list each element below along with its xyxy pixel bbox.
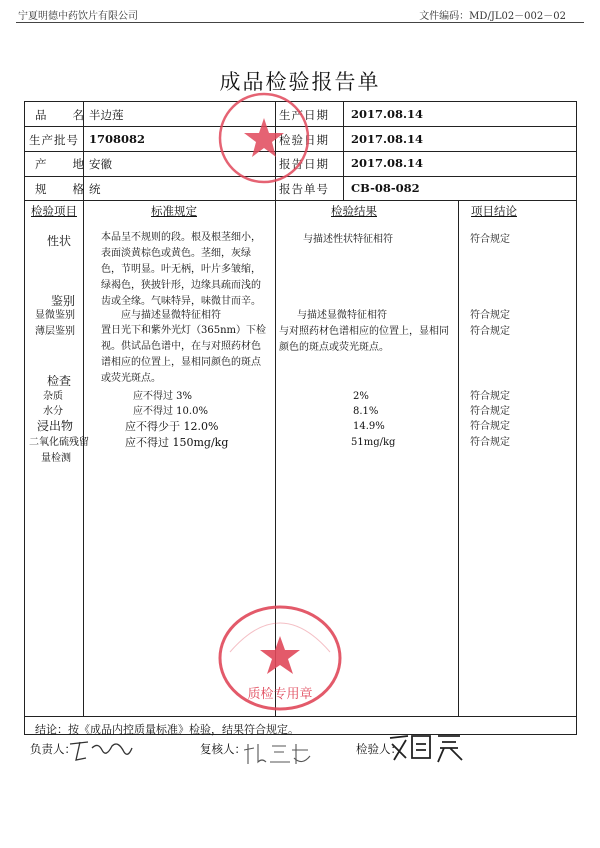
col-divider [458, 200, 459, 716]
report-date: 2017.08.14 [351, 156, 424, 170]
impurity-conclusion: 符合规定 [470, 391, 510, 402]
inspector-label: 检验人： [356, 742, 402, 756]
page-title: 成品检验报告单 [219, 70, 381, 94]
micro-conclusion: 符合规定 [470, 310, 510, 321]
tlc-standard: 置日光下和紫外光灯（365nm）下检视。供试品色谱中，在与对照药材色谱相应的位置上，显相同颜色的斑点或荧光斑点。 [101, 325, 267, 384]
inspection-label: 检查 [47, 374, 72, 388]
impurity-result: 2% [353, 391, 369, 402]
extract-standard: 应不得少于 12.0% [125, 420, 219, 433]
moisture-label: 水分 [43, 406, 63, 417]
tlc-label: 薄层鉴别 [35, 326, 75, 337]
origin: 安徽 [89, 157, 112, 171]
origin-label: 产 地 [35, 157, 85, 171]
impurity-label: 杂质 [43, 391, 63, 402]
reviewer-label: 复核人： [200, 742, 246, 756]
conclusion-divider [25, 716, 576, 717]
col-header-item: 检验项目 [31, 204, 77, 218]
spec: 统 [89, 182, 101, 196]
impurity-standard: 应不得过 3% [133, 391, 193, 402]
so2-standard: 应不得过 150mg/kg [125, 436, 229, 449]
row-divider [25, 200, 576, 201]
identification-label: 鉴别 [51, 294, 76, 308]
reviewer-signature [244, 738, 314, 770]
batch-label: 生产批号 [29, 133, 79, 147]
col-header-result: 检验结果 [331, 204, 377, 218]
character-conclusion: 符合规定 [470, 234, 510, 245]
micro-label: 显微鉴别 [35, 310, 75, 321]
tlc-conclusion: 符合规定 [470, 326, 510, 337]
character-result: 与描述性状特征相符 [303, 234, 393, 245]
batch-number: 1708082 [89, 132, 146, 146]
moisture-result: 8.1% [353, 406, 379, 417]
micro-result: 与描述显微特征相符 [297, 310, 387, 321]
extract-label: 浸出物 [37, 419, 74, 433]
report-number: CB-08-082 [351, 181, 420, 195]
tlc-result: 与对照药材色谱相应的位置上，显相同颜色的斑点或荧光斑点。 [279, 326, 449, 353]
moisture-conclusion: 符合规定 [470, 406, 510, 417]
character-label: 性状 [47, 234, 72, 248]
report-date-label: 报告日期 [279, 157, 329, 171]
col-divider [83, 200, 84, 716]
stamp-purpose-text: 质检专用章 [247, 687, 313, 702]
header-divider [16, 22, 584, 23]
inspect-date-label: 检验日期 [279, 133, 329, 147]
character-standard: 本品呈不规则的段。根及根茎细小，表面淡黄棕色或黄色。茎细，灰绿色，节明显。叶无柄，叶片多皱缩，绿褐色，狭披针形，边缘具疏而浅的齿或全缘。气味特异，味微甘而辛。 [101, 232, 261, 307]
col-header-standard: 标准规定 [151, 204, 197, 218]
so2-label-cont: 量检测 [41, 453, 71, 464]
prod-date-label: 生产日期 [279, 108, 329, 122]
inspect-date: 2017.08.14 [351, 132, 424, 146]
extract-result: 14.9% [353, 421, 385, 432]
moisture-standard: 应不得过 10.0% [133, 406, 208, 417]
document-number: 文件编码：MD/JL02－002－02 [419, 11, 566, 22]
qc-stamp-top [214, 88, 314, 188]
prod-date: 2017.08.14 [351, 107, 424, 121]
so2-conclusion: 符合规定 [470, 437, 510, 448]
product-name-label: 品 名 [35, 108, 85, 122]
micro-standard: 应与描述显微特征相符 [121, 310, 221, 321]
company-header: 宁夏明德中药饮片有限公司 [18, 11, 138, 22]
col-divider [343, 102, 344, 200]
report-no-label: 报告单号 [279, 182, 329, 196]
extract-conclusion: 符合规定 [470, 421, 510, 432]
responsible-label: 负责人： [30, 742, 76, 756]
spec-label: 规 格 [35, 182, 85, 196]
qc-stamp [214, 602, 346, 714]
responsible-signature [66, 736, 136, 766]
product-name: 半边莲 [89, 108, 124, 122]
so2-result: 51mg/kg [351, 437, 396, 448]
conclusion-text: 结论：按《成品内控质量标准》检验，结果符合规定。 [35, 723, 299, 736]
col-header-conclusion: 项目结论 [471, 204, 517, 218]
inspector-signature [386, 730, 466, 764]
so2-label: 二氧化硫残留 [29, 437, 89, 448]
